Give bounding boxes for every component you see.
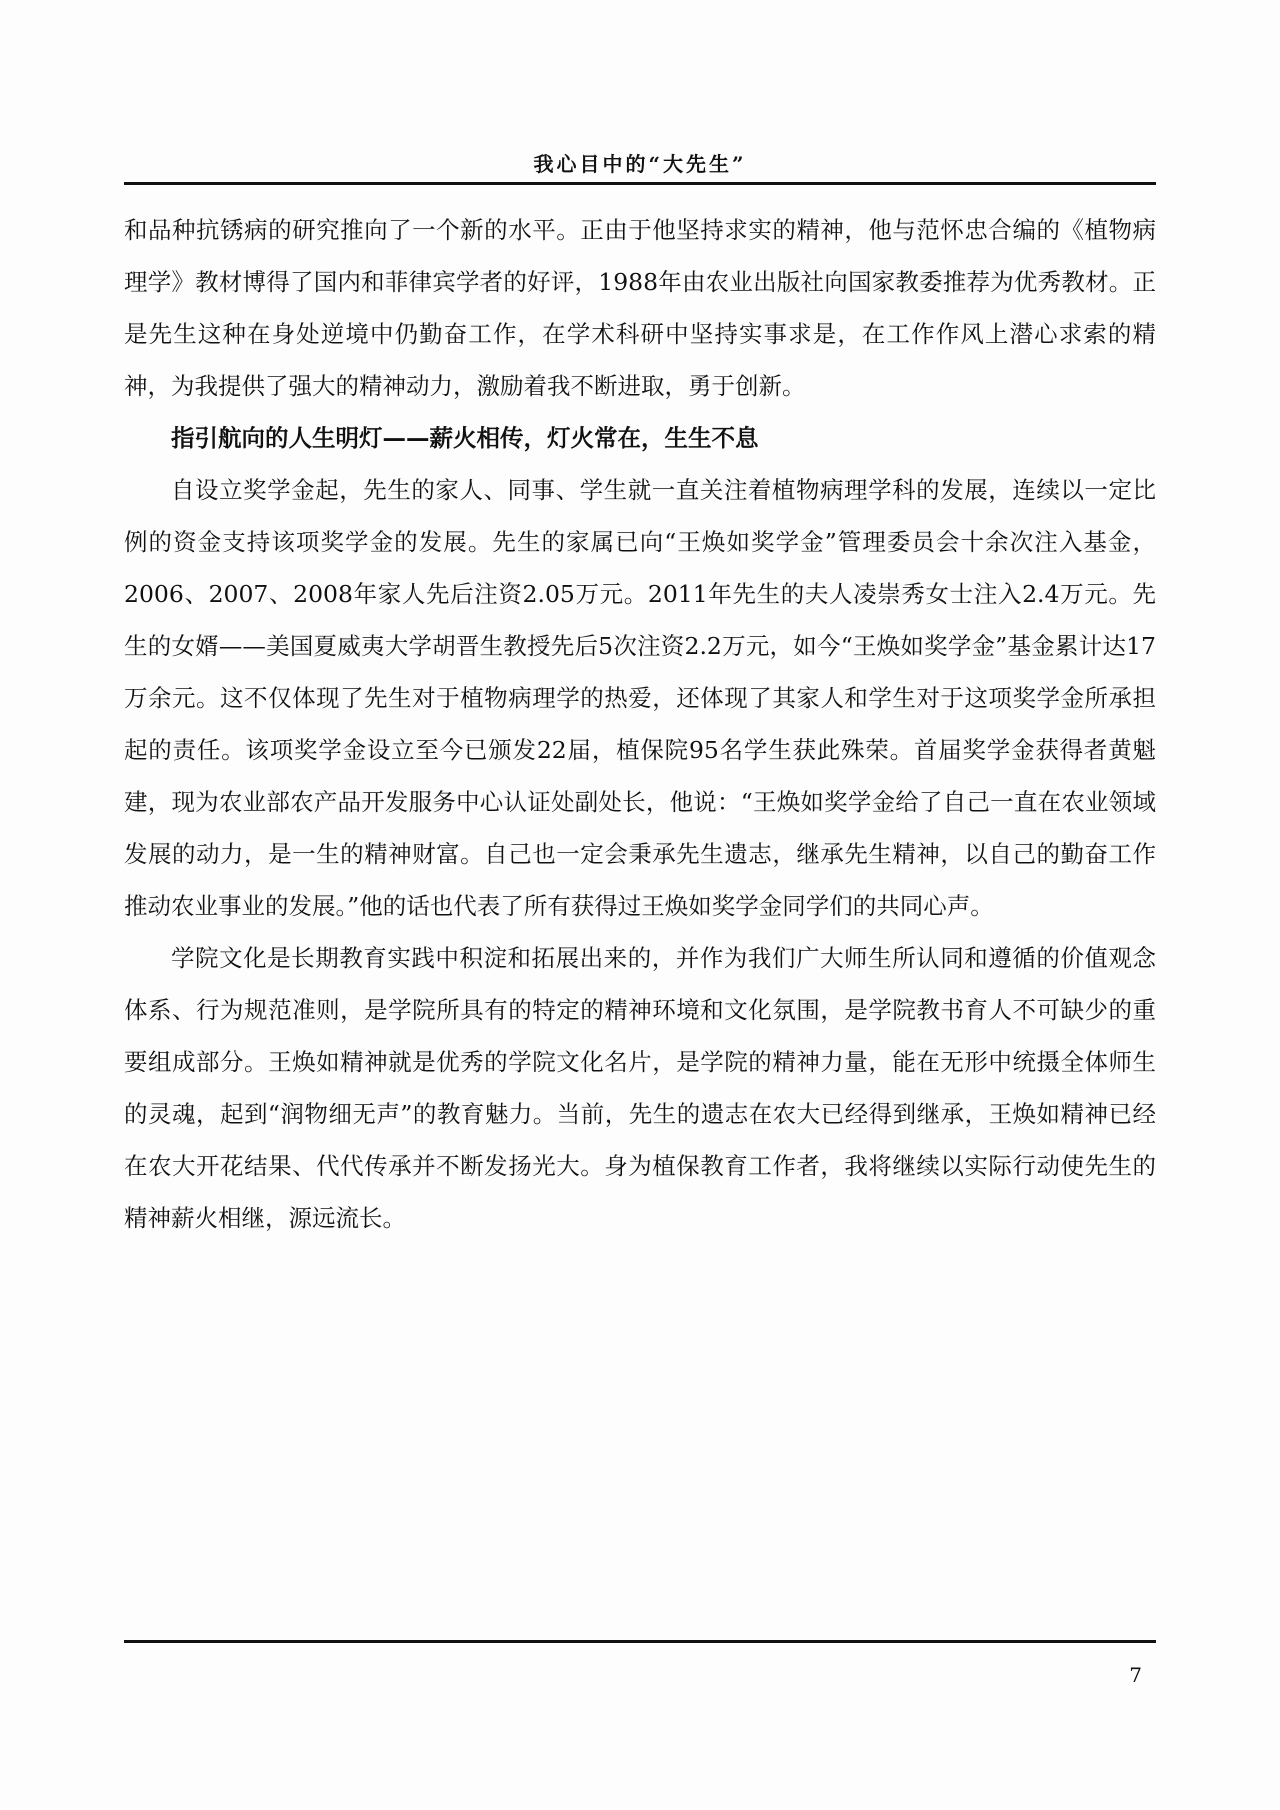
body-text [124, 204, 1156, 1244]
section-heading: 指引航向的人生明灯——薪火相传，灯火常在，生生不息 [171, 424, 759, 452]
header-rule [124, 182, 1156, 185]
paragraph-continued: 和品种抗锈病的研究推向了一个新的水平。正由于他坚持求实的精神，他与范怀忠合编的《植物病理学》教材博得了国内和菲律宾学者的好评，1988年由农业出版社向国家教委推荐为优秀教材。正是先生这种在身处逆境中仍勤奋工作，在学术科研中坚持实事求是，在工作作风上潜心求索的精神，为我提供了强大的精神动力，激励着我不断进取，勇于创新。 [124, 216, 1156, 400]
paragraph-culture: 学院文化是长期教育实践中积淀和拓展出来的，并作为我们广大师生所认同和遵循的价值观念体系、行为规范准则，是学院所具有的特定的精神环境和文化氛围，是学院教书育人不可缺少的重要组成部分。王焕如精神就是优秀的学院文化名片，是学院的精神力量，能在无形中统摄全体师生的灵魂，起到“润物细无声”的教育魅力。当前，先生的遗志在农大已经得到继承，王焕如精神已经在农大开花结果、代代传承并不断发扬光大。身为植保教育工作者，我将继续以实际行动使先生的精神薪火相继，源远流长。 [124, 944, 1156, 1232]
paragraph-scholarship: 自设立奖学金起，先生的家人、同事、学生就一直关注着植物病理学科的发展，连续以一定比例的资金支持该项奖学金的发展。先生的家属已向“王焕如奖学金”管理委员会十余次注入基金，2006、2007、2008年家人先后注资2.05万元。2011年先生的夫人凌崇秀女士注入2.4万元。先生的女婿——美国夏威夷大学胡晋生教授先后5次注资2.2万元，如今“王焕如奖学金”基金累计达17万余元。这不仅体现了先生对于植物病理学的热爱，还体现了其家人和学生对于这项奖学金所承担起的责任。该项奖学金设立至今已颁发22届，植保院95名学生获此殊荣。首届奖学金获得者黄魁建，现为农业部农产品开发服务中心认证处副处长，他说：“王焕如奖学金给了自己一直在农业领域发展的动力，是一生的精神财富。自己也一定会秉承先生遗志，继承先生精神，以自己的勤奋工作推动农业事业的发展。”他的话也代表了所有获得过王焕如奖学金同学们的共同心声。 [124, 476, 1156, 920]
page-number: 7 [1129, 1663, 1142, 1687]
footer-rule [124, 1640, 1156, 1643]
running-header: 我心目中的“大先生” [533, 152, 747, 176]
